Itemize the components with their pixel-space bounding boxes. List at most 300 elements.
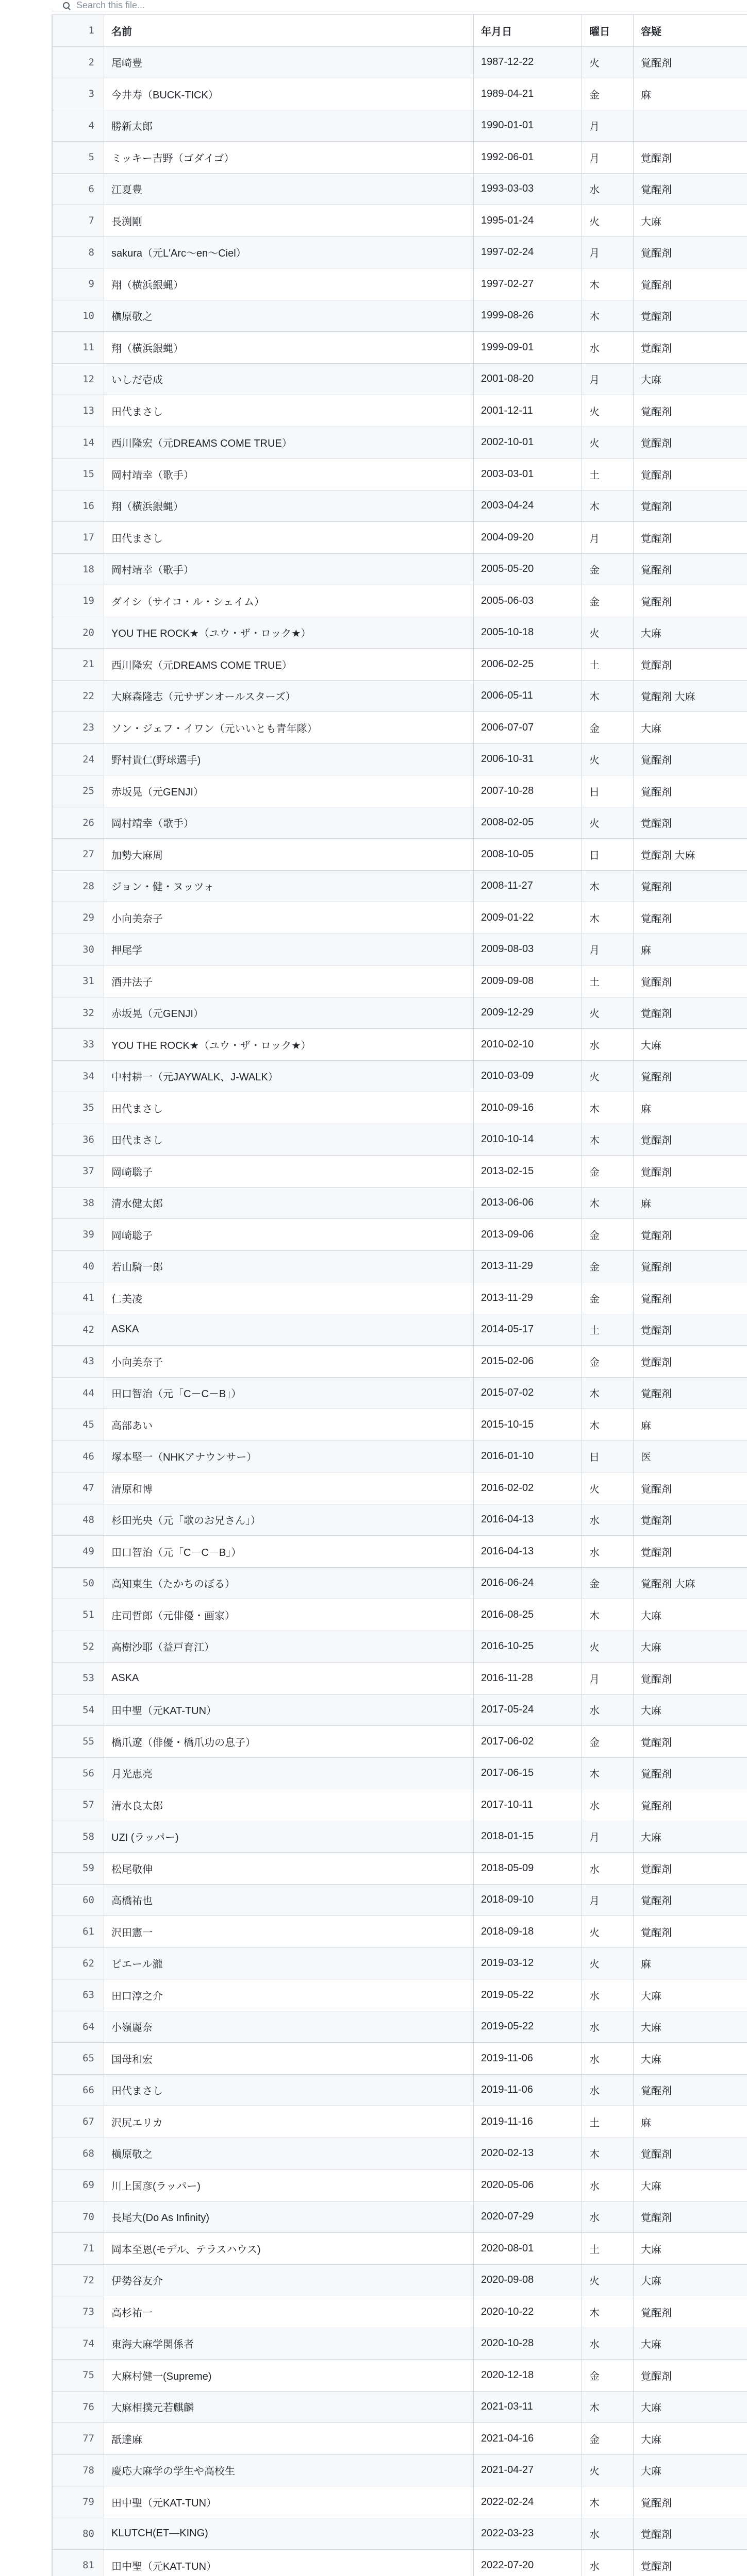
line-number[interactable]: 46	[53, 1440, 104, 1472]
cell-name: いしだ壱成	[104, 363, 474, 395]
table-row	[53, 2486, 747, 2518]
cell-date: 2019-05-22	[474, 1979, 582, 2011]
cell-name: 小向美奈子	[104, 902, 474, 934]
cell-weekday: 月	[582, 110, 634, 142]
cell-date: 2008-10-05	[474, 839, 582, 871]
table-row	[53, 1631, 747, 1663]
cell-date: 2005-10-18	[474, 617, 582, 649]
cell-weekday: 日	[582, 839, 634, 871]
table-row	[53, 1187, 747, 1219]
cell-name: 高杉祐一	[104, 2296, 474, 2328]
cell-date: 2015-10-15	[474, 1409, 582, 1441]
line-number[interactable]: 6	[53, 173, 104, 205]
line-number[interactable]: 9	[53, 268, 104, 300]
line-number[interactable]: 52	[53, 1631, 104, 1663]
table-row	[53, 997, 747, 1029]
line-number[interactable]: 22	[53, 680, 104, 712]
cell-name: 清水良太郎	[104, 1789, 474, 1821]
table-row	[53, 427, 747, 459]
cell-weekday: 土	[582, 2233, 634, 2265]
table-row	[53, 2011, 747, 2043]
table-row	[53, 1156, 747, 1188]
cell-charge: 覚醒剤	[634, 332, 747, 364]
cell-weekday: 火	[582, 997, 634, 1029]
cell-date: 2008-02-05	[474, 807, 582, 839]
cell-name: 沢田憲一	[104, 1916, 474, 1948]
cell-charge: 覚醒剤	[634, 300, 747, 332]
table-row	[53, 205, 747, 237]
cell-name: YOU THE ROCK★（ユウ・ザ・ロック★）	[104, 617, 474, 649]
line-number[interactable]: 30	[53, 934, 104, 965]
cell-charge: 覚醒剤	[634, 775, 747, 807]
file-search-bar	[52, 0, 747, 11]
line-number[interactable]: 62	[53, 1947, 104, 1979]
table-row	[53, 2138, 747, 2170]
cell-charge: 覚醒剤	[634, 1884, 747, 1916]
cell-charge: 覚醒剤	[634, 2550, 747, 2576]
cell-charge: 麻	[634, 1409, 747, 1441]
cell-date: 2006-02-25	[474, 649, 582, 681]
line-number[interactable]: 74	[53, 2328, 104, 2360]
cell-weekday: 火	[582, 617, 634, 649]
cell-name: ダイシ（サイコ・ル・シェイム）	[104, 585, 474, 617]
table-row	[53, 1377, 747, 1409]
line-number[interactable]: 14	[53, 427, 104, 459]
line-number[interactable]: 17	[53, 522, 104, 554]
cell-weekday: 金	[582, 585, 634, 617]
cell-charge: 覚醒剤	[634, 2138, 747, 2170]
line-number[interactable]: 5	[53, 142, 104, 174]
cell-charge: 大麻	[634, 2328, 747, 2360]
cell-weekday: 水	[582, 2043, 634, 2075]
line-number[interactable]: 11	[53, 332, 104, 364]
cell-date: 2007-10-28	[474, 775, 582, 807]
cell-weekday: 木	[582, 680, 634, 712]
cell-date: 2016-10-25	[474, 1631, 582, 1663]
line-number[interactable]: 50	[53, 1567, 104, 1599]
line-number[interactable]: 18	[53, 553, 104, 585]
line-number[interactable]: 72	[53, 2264, 104, 2296]
line-number[interactable]: 32	[53, 997, 104, 1029]
cell-charge: 覚醒剤	[634, 2486, 747, 2518]
table-row	[53, 839, 747, 871]
line-number[interactable]: 20	[53, 617, 104, 649]
cell-date: 2020-10-28	[474, 2328, 582, 2360]
cell-weekday: 木	[582, 1187, 634, 1219]
cell-name: 岡崎聡子	[104, 1156, 474, 1188]
cell-weekday: 水	[582, 1694, 634, 1726]
line-number[interactable]: 73	[53, 2296, 104, 2328]
line-number[interactable]: 28	[53, 870, 104, 902]
cell-name: 勝新太郎	[104, 110, 474, 142]
cell-charge: 大麻	[634, 2043, 747, 2075]
cell-date: 2010-02-10	[474, 1029, 582, 1061]
table-row	[53, 1979, 747, 2011]
line-number[interactable]: 19	[53, 585, 104, 617]
cell-date: 1999-08-26	[474, 300, 582, 332]
cell-date: 1989-04-21	[474, 78, 582, 110]
line-number[interactable]: 79	[53, 2486, 104, 2518]
cell-date: 2018-01-15	[474, 1821, 582, 1853]
header-weekday: 曜日	[582, 15, 634, 47]
line-number[interactable]: 68	[53, 2138, 104, 2170]
cell-weekday: 金	[582, 553, 634, 585]
cell-weekday: 火	[582, 395, 634, 427]
cell-name: 田代まさし	[104, 1092, 474, 1124]
cell-weekday: 木	[582, 2296, 634, 2328]
cell-weekday: 月	[582, 1821, 634, 1853]
cell-date: 2020-12-18	[474, 2360, 582, 2392]
cell-name: 高橋祐也	[104, 1884, 474, 1916]
cell-weekday: 火	[582, 807, 634, 839]
line-number[interactable]: 64	[53, 2011, 104, 2043]
cell-name: 国母和宏	[104, 2043, 474, 2075]
line-number[interactable]: 81	[53, 2550, 104, 2576]
cell-date: 2009-12-29	[474, 997, 582, 1029]
line-number[interactable]: 26	[53, 807, 104, 839]
line-number[interactable]: 69	[53, 2170, 104, 2201]
cell-weekday: 木	[582, 300, 634, 332]
table-row	[53, 522, 747, 554]
line-number[interactable]: 12	[53, 363, 104, 395]
cell-date: 2003-04-24	[474, 490, 582, 522]
table-row	[53, 649, 747, 681]
line-number[interactable]: 59	[53, 1853, 104, 1885]
line-number[interactable]: 7	[53, 205, 104, 237]
cell-date: 2021-04-27	[474, 2454, 582, 2486]
cell-name: 田口智治（元「C－C－B」）	[104, 1536, 474, 1568]
line-number[interactable]: 13	[53, 395, 104, 427]
cell-weekday: 火	[582, 1947, 634, 1979]
table-row	[53, 1250, 747, 1282]
cell-charge: 覚醒剤	[634, 1726, 747, 1758]
table-row	[53, 363, 747, 395]
cell-name: KLUTCH(ET―KING)	[104, 2518, 474, 2550]
line-number[interactable]: 3	[53, 78, 104, 110]
cell-date: 2015-02-06	[474, 1346, 582, 1378]
table-row	[53, 1536, 747, 1568]
cell-charge: 覚醒剤	[634, 553, 747, 585]
cell-charge: 麻	[634, 1092, 747, 1124]
table-row	[53, 1567, 747, 1599]
cell-charge: 覚醒剤	[634, 1250, 747, 1282]
line-number[interactable]: 38	[53, 1187, 104, 1219]
line-number[interactable]: 41	[53, 1282, 104, 1314]
table-row	[53, 2360, 747, 2392]
table-row	[53, 1599, 747, 1631]
line-number[interactable]: 4	[53, 110, 104, 142]
cell-charge: 覚醒剤	[634, 870, 747, 902]
line-number[interactable]: 60	[53, 1884, 104, 1916]
cell-name: ソン・ジェフ・イワン（元いいとも青年隊）	[104, 712, 474, 744]
cell-weekday: 水	[582, 2550, 634, 2576]
line-number[interactable]: 61	[53, 1916, 104, 1948]
cell-charge: 覚醒剤	[634, 268, 747, 300]
cell-date: 2006-10-31	[474, 743, 582, 775]
cell-name: 加勢大麻周	[104, 839, 474, 871]
cell-name: ASKA	[104, 1314, 474, 1346]
cell-name: 大麻村健一(Supreme)	[104, 2360, 474, 2392]
cell-charge: 大麻	[634, 1599, 747, 1631]
cell-weekday: 火	[582, 1631, 634, 1663]
cell-name: YOU THE ROCK★（ユウ・ザ・ロック★）	[104, 1029, 474, 1061]
cell-name: ジョン・健・ヌッツォ	[104, 870, 474, 902]
cell-date: 2021-03-11	[474, 2391, 582, 2423]
line-number[interactable]: 44	[53, 1377, 104, 1409]
line-number[interactable]: 39	[53, 1219, 104, 1251]
cell-date: 2019-11-06	[474, 2074, 582, 2106]
cell-date: 2005-06-03	[474, 585, 582, 617]
line-number[interactable]: 76	[53, 2391, 104, 2423]
cell-date: 1987-12-22	[474, 46, 582, 78]
line-number[interactable]: 80	[53, 2518, 104, 2550]
cell-charge: 覚醒剤	[634, 1472, 747, 1504]
cell-name: 庄司哲郎（元俳優・画家）	[104, 1599, 474, 1631]
line-number[interactable]: 57	[53, 1789, 104, 1821]
cell-name: 田代まさし	[104, 1124, 474, 1156]
table-row	[53, 1472, 747, 1504]
table-row	[53, 1346, 747, 1378]
cell-date: 2018-09-10	[474, 1884, 582, 1916]
cell-weekday: 金	[582, 1250, 634, 1282]
line-number[interactable]: 16	[53, 490, 104, 522]
cell-weekday: 木	[582, 1124, 634, 1156]
cell-charge: 覚醒剤	[634, 807, 747, 839]
cell-weekday: 火	[582, 46, 634, 78]
line-number[interactable]: 31	[53, 965, 104, 997]
line-number[interactable]: 66	[53, 2074, 104, 2106]
cell-date: 2006-05-11	[474, 680, 582, 712]
cell-name: 慶応大麻学の学生や高校生	[104, 2454, 474, 2486]
cell-weekday: 木	[582, 268, 634, 300]
cell-date: 2019-03-12	[474, 1947, 582, 1979]
cell-date: 1997-02-24	[474, 236, 582, 268]
cell-name: 月光恵亮	[104, 1757, 474, 1789]
cell-weekday: 木	[582, 1409, 634, 1441]
cell-charge: 覚醒剤	[634, 2518, 747, 2550]
cell-name: 高樹沙耶（益戸育江）	[104, 1631, 474, 1663]
line-number[interactable]: 65	[53, 2043, 104, 2075]
table-row	[53, 1916, 747, 1948]
cell-weekday: 水	[582, 1536, 634, 1568]
line-number[interactable]: 58	[53, 1821, 104, 1853]
table-row	[53, 2043, 747, 2075]
cell-weekday: 木	[582, 2391, 634, 2423]
table-row	[53, 902, 747, 934]
line-number[interactable]: 48	[53, 1504, 104, 1536]
cell-weekday: 月	[582, 1884, 634, 1916]
table-row	[53, 1282, 747, 1314]
line-number[interactable]: 71	[53, 2233, 104, 2265]
table-row	[53, 2074, 747, 2106]
table-row	[53, 173, 747, 205]
line-number[interactable]: 43	[53, 1346, 104, 1378]
table-row	[53, 807, 747, 839]
line-number[interactable]: 75	[53, 2360, 104, 2392]
cell-name: 翔（横浜銀蝿）	[104, 332, 474, 364]
cell-date: 2016-08-25	[474, 1599, 582, 1631]
cell-name: 仁美凌	[104, 1282, 474, 1314]
csv-table-container[interactable]	[52, 14, 747, 2576]
table-row	[53, 680, 747, 712]
cell-name: 高知東生（たかちのぼる）	[104, 1567, 474, 1599]
table-row	[53, 78, 747, 110]
table-row	[53, 1884, 747, 1916]
cell-charge: 大麻	[634, 2011, 747, 2043]
line-number[interactable]: 1	[53, 15, 104, 47]
cell-weekday: 火	[582, 1060, 634, 1092]
cell-date: 2010-10-14	[474, 1124, 582, 1156]
cell-weekday: 金	[582, 1567, 634, 1599]
table-row	[53, 1092, 747, 1124]
line-number[interactable]: 34	[53, 1060, 104, 1092]
cell-weekday: 金	[582, 1282, 634, 1314]
cell-name: 松尾敬伸	[104, 1853, 474, 1885]
cell-name: 清原和博	[104, 1472, 474, 1504]
cell-date: 2016-04-13	[474, 1504, 582, 1536]
cell-date: 2001-12-11	[474, 395, 582, 427]
cell-name: 長渕剛	[104, 205, 474, 237]
table-row	[53, 236, 747, 268]
line-number[interactable]: 77	[53, 2423, 104, 2455]
header-charge: 容疑	[634, 15, 747, 47]
cell-date: 2002-10-01	[474, 427, 582, 459]
cell-name: 塚本堅一（NHKアナウンサー）	[104, 1440, 474, 1472]
search-input[interactable]	[75, 0, 387, 11]
line-number[interactable]: 24	[53, 743, 104, 775]
table-row	[53, 617, 747, 649]
cell-date: 2019-11-06	[474, 2043, 582, 2075]
cell-charge: 麻	[634, 934, 747, 965]
table-row	[53, 870, 747, 902]
cell-charge: 大麻	[634, 1979, 747, 2011]
cell-name: 田口智治（元「C－C－B」）	[104, 1377, 474, 1409]
table-header-row	[53, 15, 747, 47]
line-number[interactable]: 15	[53, 459, 104, 490]
cell-date: 1990-01-01	[474, 110, 582, 142]
cell-name: 田中聖（元KAT-TUN）	[104, 2550, 474, 2576]
cell-date: 1992-06-01	[474, 142, 582, 174]
line-number[interactable]: 25	[53, 775, 104, 807]
cell-weekday: 木	[582, 1757, 634, 1789]
table-row	[53, 1409, 747, 1441]
line-number[interactable]: 53	[53, 1663, 104, 1694]
line-number[interactable]: 51	[53, 1599, 104, 1631]
line-number[interactable]: 42	[53, 1314, 104, 1346]
csv-table	[52, 14, 747, 2576]
line-number[interactable]: 54	[53, 1694, 104, 1726]
cell-name: 西川隆宏（元DREAMS COME TRUE）	[104, 427, 474, 459]
table-row	[53, 110, 747, 142]
line-number[interactable]: 35	[53, 1092, 104, 1124]
cell-charge: 覚醒剤	[634, 2360, 747, 2392]
table-row	[53, 2296, 747, 2328]
cell-charge: 大麻	[634, 1631, 747, 1663]
cell-charge: 大麻	[634, 712, 747, 744]
table-row	[53, 1219, 747, 1251]
line-number[interactable]: 55	[53, 1726, 104, 1758]
cell-weekday: 水	[582, 1504, 634, 1536]
line-number[interactable]: 21	[53, 649, 104, 681]
line-number[interactable]: 47	[53, 1472, 104, 1504]
line-number[interactable]: 2	[53, 46, 104, 78]
cell-weekday: 月	[582, 1663, 634, 1694]
cell-weekday: 土	[582, 649, 634, 681]
cell-charge: 覚醒剤 大麻	[634, 1567, 747, 1599]
cell-name: 小嶺麗奈	[104, 2011, 474, 2043]
cell-date: 2013-11-29	[474, 1282, 582, 1314]
cell-date: 2019-05-22	[474, 2011, 582, 2043]
line-number[interactable]: 29	[53, 902, 104, 934]
cell-date: 2015-07-02	[474, 1377, 582, 1409]
cell-weekday: 金	[582, 1219, 634, 1251]
table-row	[53, 46, 747, 78]
line-number[interactable]: 78	[53, 2454, 104, 2486]
cell-date: 2013-11-29	[474, 1250, 582, 1282]
table-row	[53, 743, 747, 775]
cell-name: 翔（横浜銀蝿）	[104, 490, 474, 522]
header-name: 名前	[104, 15, 474, 47]
cell-weekday: 水	[582, 2074, 634, 2106]
table-row	[53, 1947, 747, 1979]
cell-weekday: 木	[582, 1599, 634, 1631]
cell-date: 2001-08-20	[474, 363, 582, 395]
line-number[interactable]: 40	[53, 1250, 104, 1282]
line-number[interactable]: 63	[53, 1979, 104, 2011]
line-number[interactable]: 67	[53, 2106, 104, 2138]
line-number[interactable]: 27	[53, 839, 104, 871]
line-number[interactable]: 56	[53, 1757, 104, 1789]
cell-name: 川上国彦(ラッパー)	[104, 2170, 474, 2201]
table-row	[53, 1663, 747, 1694]
cell-name: 若山騎一郎	[104, 1250, 474, 1282]
cell-charge: 覚醒剤	[634, 585, 747, 617]
cell-charge: 覚醒剤	[634, 1314, 747, 1346]
cell-charge: 覚醒剤	[634, 1536, 747, 1568]
table-row	[53, 2233, 747, 2265]
cell-weekday: 金	[582, 2423, 634, 2455]
table-row	[53, 2106, 747, 2138]
line-number[interactable]: 37	[53, 1156, 104, 1188]
line-number[interactable]: 36	[53, 1124, 104, 1156]
cell-name: 伊勢谷友介	[104, 2264, 474, 2296]
table-row	[53, 1124, 747, 1156]
line-number[interactable]: 33	[53, 1029, 104, 1061]
cell-charge: 覚醒剤	[634, 1757, 747, 1789]
line-number[interactable]: 23	[53, 712, 104, 744]
cell-weekday: 金	[582, 1726, 634, 1758]
table-row	[53, 934, 747, 965]
cell-date: 1997-02-27	[474, 268, 582, 300]
line-number[interactable]: 49	[53, 1536, 104, 1568]
line-number[interactable]: 8	[53, 236, 104, 268]
cell-weekday: 金	[582, 1346, 634, 1378]
cell-date: 1993-03-03	[474, 173, 582, 205]
table-row	[53, 2264, 747, 2296]
cell-charge: 覚醒剤	[634, 902, 747, 934]
cell-charge: 覚醒剤	[634, 1504, 747, 1536]
cell-charge: 大麻	[634, 2170, 747, 2201]
line-number[interactable]: 10	[53, 300, 104, 332]
cell-weekday: 月	[582, 236, 634, 268]
table-row	[53, 490, 747, 522]
cell-name: 翔（横浜銀蝿）	[104, 268, 474, 300]
table-row	[53, 1504, 747, 1536]
line-number[interactable]: 70	[53, 2201, 104, 2233]
cell-weekday: 火	[582, 1916, 634, 1948]
cell-weekday: 水	[582, 2201, 634, 2233]
line-number[interactable]: 45	[53, 1409, 104, 1441]
